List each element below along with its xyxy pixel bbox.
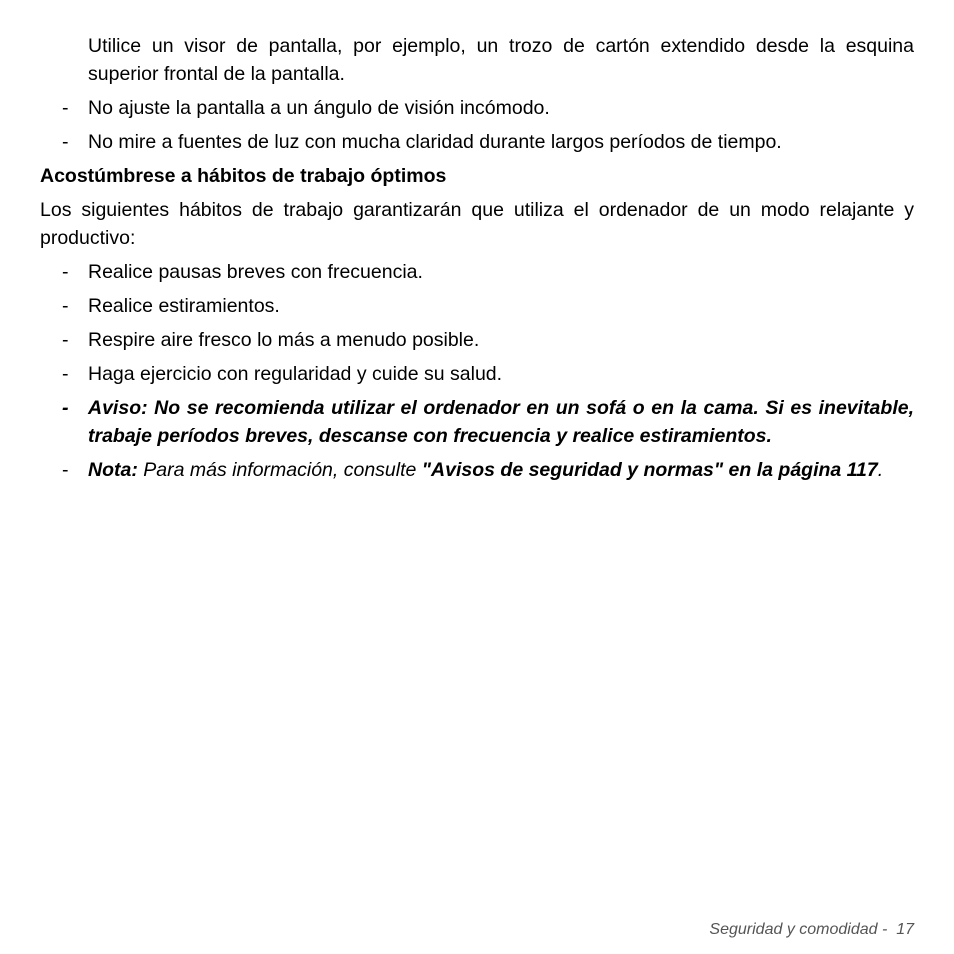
list-item-text: Realice estiramientos. (88, 295, 280, 317)
list-item-text: No mire a fuentes de luz con mucha claridad durante largos períodos de tiempo. (88, 131, 782, 153)
list-item-text: Haga ejercicio con regularidad y cuide su salud. (88, 363, 503, 385)
warning-item (40, 394, 914, 450)
note-label: Nota: (88, 459, 138, 481)
list-item (40, 258, 914, 286)
warning-text: Aviso: No se recomienda utilizar el ordenador en un sofá o en la cama. Si es inevitable, trabaje períodos breves, descanse con frecuencia y realice estiramientos. (88, 397, 914, 447)
note-item (40, 456, 914, 484)
list-item-text: No ajuste la pantalla a un ángulo de visión incómodo. (88, 97, 550, 119)
list-item (40, 326, 914, 354)
section-intro: Los siguientes hábitos de trabajo garantizarán que utiliza el ordenador de un modo relajante y productivo: (40, 199, 914, 249)
section-heading: Acostúmbrese a hábitos de trabajo óptimos (40, 165, 447, 187)
list-dash: - (62, 295, 69, 317)
note-text: Para más información, consulte (137, 459, 422, 481)
intro-continuation: Utilice un visor de pantalla, por ejemplo, un trozo de cartón extendido desde la esquina superior frontal de la pantalla. (88, 35, 914, 85)
list-dash: - (62, 329, 69, 351)
note-link[interactable]: "Avisos de seguridad y normas" en la página 117 (421, 459, 878, 481)
list-dash: - (62, 261, 69, 283)
list-dash: - (62, 131, 69, 153)
list-item-text: Respire aire fresco lo más a menudo posible. (88, 329, 480, 351)
list-dash: - (62, 397, 69, 419)
list-item (40, 360, 914, 388)
list-item (40, 128, 914, 156)
list-dash: - (62, 459, 69, 481)
list-dash: - (62, 97, 69, 119)
list-item-text: Realice pausas breves con frecuencia. (88, 261, 423, 283)
document-body (40, 32, 914, 484)
page-footer: Seguridad y comodidad - 17 (709, 921, 914, 938)
list-dash: - (62, 363, 69, 385)
note-end: . (877, 459, 884, 481)
list-item (40, 94, 914, 122)
list-item (40, 292, 914, 320)
